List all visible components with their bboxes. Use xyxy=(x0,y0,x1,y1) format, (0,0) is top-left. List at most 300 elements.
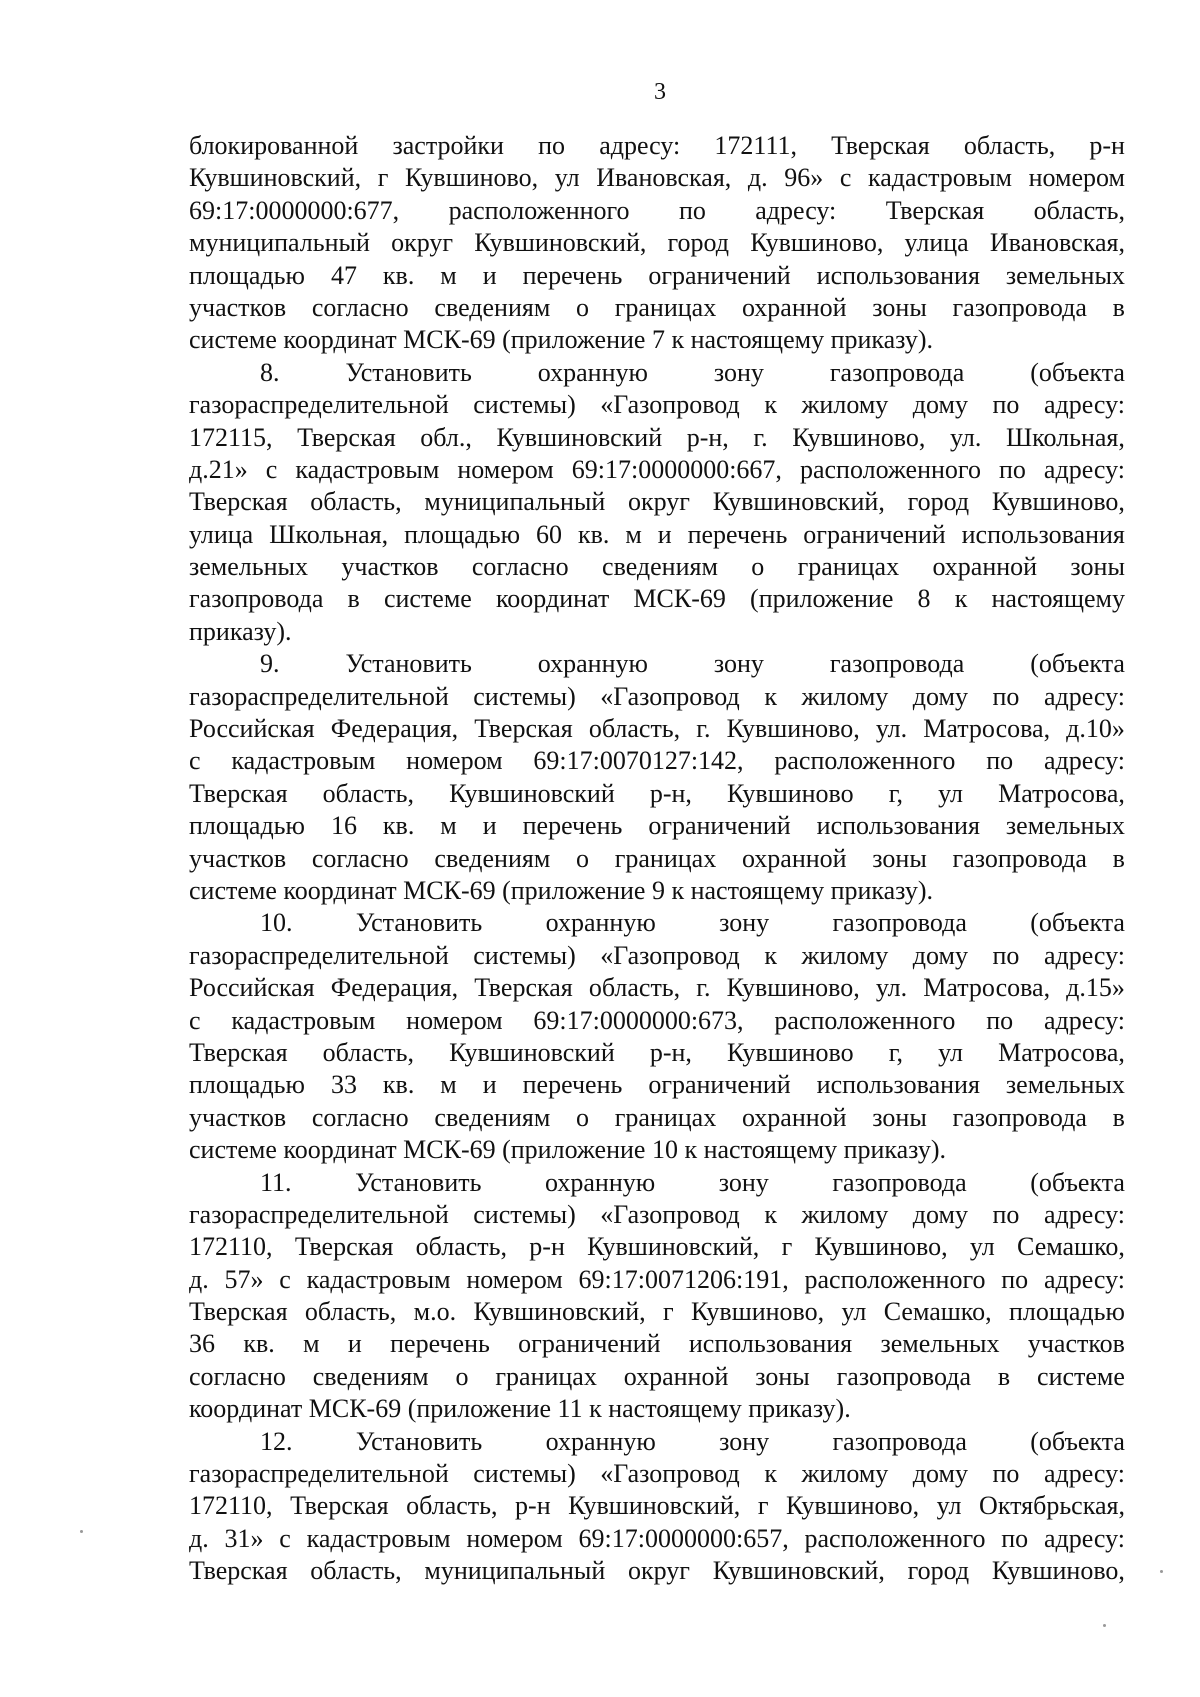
word: «Газопровод xyxy=(600,681,740,711)
word: кадастровым xyxy=(295,454,440,484)
word: зоны xyxy=(872,292,927,322)
word: м xyxy=(440,260,457,290)
word: участков xyxy=(1027,1329,1125,1359)
word: ограничений xyxy=(648,811,791,841)
word: дому xyxy=(912,1199,968,1229)
word: Тверская xyxy=(290,1491,389,1521)
word: область, xyxy=(322,778,414,808)
word: адресу: xyxy=(1043,681,1125,711)
word: Школьная, xyxy=(269,519,389,549)
word: газопровода xyxy=(952,843,1087,873)
text-line xyxy=(189,422,1125,454)
word: 16 xyxy=(330,811,357,841)
word: «Газопровод xyxy=(600,940,740,970)
paragraph-last-line: системе координат МСК-69 (приложение 9 к настоящему приказу). xyxy=(189,875,934,905)
word: газопровода xyxy=(829,649,965,679)
word: системы) xyxy=(473,1459,576,1489)
word: 69:17:0000000:657, xyxy=(578,1523,789,1553)
word: жилому xyxy=(801,390,889,420)
text-line xyxy=(189,519,1125,551)
word: р-н xyxy=(529,1232,565,1262)
word: Тверская xyxy=(189,487,288,517)
word: ограничений xyxy=(518,1329,661,1359)
word: Кувшиново xyxy=(727,1037,854,1067)
word: м xyxy=(625,519,642,549)
word: Кувшиновский, xyxy=(568,1491,741,1521)
word: муниципальный xyxy=(424,487,606,517)
word: к xyxy=(764,1199,777,1229)
word: Федерация, xyxy=(330,973,459,1003)
word: газораспределительной xyxy=(189,681,449,711)
word: в xyxy=(1112,1102,1125,1132)
paragraph-item-8 xyxy=(189,357,1125,389)
word: адресу: xyxy=(1043,1264,1125,1294)
word: адресу: xyxy=(1043,390,1125,420)
word: к xyxy=(764,1459,777,1489)
word: номером xyxy=(466,1264,563,1294)
word: кадастровым xyxy=(231,1005,376,1035)
word: газораспределительной xyxy=(189,1199,449,1229)
word: газораспределительной xyxy=(189,1459,449,1489)
word: с xyxy=(189,746,201,776)
word: по xyxy=(678,195,706,225)
word: перечень xyxy=(390,1329,490,1359)
word: газопровода xyxy=(952,292,1087,322)
word: Установить xyxy=(355,1426,483,1456)
paragraph-item-9 xyxy=(189,648,1125,680)
word: Семашко, xyxy=(883,1297,992,1327)
word: г xyxy=(781,1232,793,1262)
word: о xyxy=(455,1361,469,1391)
word: Кувшиново, xyxy=(991,1556,1125,1586)
word: Установить xyxy=(345,357,472,387)
word: ул. xyxy=(875,714,908,744)
word: о xyxy=(751,552,765,582)
word: 69:17:0070127:142, xyxy=(533,746,744,776)
word: участков xyxy=(189,1102,287,1132)
word: Кувшиновский, xyxy=(587,1232,760,1262)
text-line xyxy=(189,1199,1125,1231)
word: границах xyxy=(797,552,900,582)
word: г. xyxy=(696,714,711,744)
word: сведениям xyxy=(312,1361,429,1391)
word: округ xyxy=(628,487,690,517)
word: Кувшиново, xyxy=(792,422,926,452)
word: (объекта xyxy=(1030,357,1125,387)
word: участков xyxy=(341,552,439,582)
word: номером xyxy=(406,1005,503,1035)
word: адресу: xyxy=(1043,1459,1125,1489)
word: Кувшиново, xyxy=(726,973,860,1003)
word: р-н, xyxy=(649,778,692,808)
word: Тверская xyxy=(189,778,288,808)
word: участков xyxy=(189,292,287,322)
word: Кувшиновский, xyxy=(189,163,362,193)
word: Тверская xyxy=(189,1297,288,1327)
word: газораспределительной xyxy=(189,390,449,420)
word: Семашко, xyxy=(1017,1232,1125,1262)
word: адресу: xyxy=(1043,940,1125,970)
word: и xyxy=(482,1070,497,1100)
word: кв. xyxy=(382,260,415,290)
text-line xyxy=(189,1231,1125,1263)
word: использования xyxy=(688,1329,853,1359)
word: Установить xyxy=(345,649,472,679)
page-number: 3 xyxy=(654,79,666,105)
word: по xyxy=(992,1199,1020,1229)
word: по xyxy=(998,454,1026,484)
word: системы) xyxy=(473,390,576,420)
word: «Газопровод xyxy=(600,1459,740,1489)
word: площадью xyxy=(189,1070,305,1100)
word: газопровода xyxy=(829,357,965,387)
word: 8. xyxy=(260,357,280,387)
word: дому xyxy=(912,681,968,711)
word: ул xyxy=(938,1037,963,1067)
text-line xyxy=(189,1555,1125,1587)
word: «Газопровод xyxy=(600,390,740,420)
word: сведениям xyxy=(434,1102,551,1132)
word: Школьная, xyxy=(1005,422,1125,452)
paragraph-item-10 xyxy=(189,907,1125,939)
text-line xyxy=(189,227,1125,259)
word: д.10» xyxy=(1066,714,1125,744)
word: кв. xyxy=(382,811,415,841)
paragraph-last-line: системе координат МСК-69 (приложение 7 к настоящему приказу). xyxy=(189,325,934,355)
word: перечень xyxy=(522,260,623,290)
word: город xyxy=(907,1556,970,1586)
word: ул xyxy=(841,1297,867,1327)
word: округ xyxy=(628,1556,690,1586)
word: сведениям xyxy=(602,552,718,582)
word: обл., xyxy=(420,422,472,452)
word: д. xyxy=(189,1264,209,1294)
word: земельных xyxy=(880,1329,1000,1359)
word: 172111, xyxy=(714,131,797,160)
text-line xyxy=(189,681,1125,713)
word: зоны xyxy=(755,1361,810,1391)
word: газопровода xyxy=(952,1102,1087,1132)
word: ограничений xyxy=(648,260,791,290)
word: г xyxy=(377,163,389,193)
word: настоящему xyxy=(991,584,1125,614)
word: границах xyxy=(614,292,717,322)
word: ул. xyxy=(875,973,908,1003)
word: номером xyxy=(466,1523,563,1553)
word: системы) xyxy=(473,681,576,711)
word: координат xyxy=(496,584,610,614)
word: улица xyxy=(904,228,969,258)
word: г xyxy=(757,1491,769,1521)
word: Кувшиново, xyxy=(405,163,539,193)
word: зону xyxy=(713,357,764,387)
word: Кувшиново, xyxy=(750,228,884,258)
word: по xyxy=(1001,1523,1029,1553)
word: 60 xyxy=(535,519,562,549)
word: ограничений xyxy=(803,519,946,549)
word: д.21» xyxy=(189,454,248,484)
word: адресу: xyxy=(599,131,681,160)
word: по xyxy=(992,681,1020,711)
word: д. xyxy=(747,163,768,193)
word: охранную xyxy=(537,649,648,679)
text-line xyxy=(189,551,1125,583)
word: блокированной xyxy=(189,131,359,160)
text-line xyxy=(189,1296,1125,1328)
word: м xyxy=(440,1070,457,1100)
word: газопровода xyxy=(832,1426,967,1456)
word: 10. xyxy=(260,908,293,938)
word: 47 xyxy=(330,260,357,290)
word: область, xyxy=(310,1556,402,1586)
word: границах xyxy=(614,843,717,873)
text-line xyxy=(189,583,1125,615)
document-body xyxy=(189,130,1125,1588)
word: р-н, xyxy=(686,422,729,452)
word: ограничений xyxy=(648,1070,791,1100)
word: номером xyxy=(406,746,503,776)
word: 33 xyxy=(330,1070,357,1100)
word: к xyxy=(954,584,968,614)
word: муниципальный xyxy=(189,228,370,258)
word: жилому xyxy=(801,681,889,711)
word: (объекта xyxy=(1030,1426,1125,1456)
word: перечень xyxy=(522,811,623,841)
word: адресу: xyxy=(1043,1199,1125,1229)
paragraph-last-line: приказу). xyxy=(189,616,292,646)
word: 31» xyxy=(224,1523,264,1553)
word: газопровода xyxy=(832,908,967,938)
word: ул xyxy=(936,1491,962,1521)
word: кадастровым xyxy=(868,163,1012,193)
word: Тверская xyxy=(189,1037,288,1067)
text-line xyxy=(189,940,1125,972)
text-line xyxy=(189,454,1125,486)
word: 172110, xyxy=(189,1232,273,1262)
word: расположенного xyxy=(448,195,630,225)
text-line xyxy=(189,292,1125,324)
word: МСК-69 xyxy=(633,584,726,614)
paragraph-last-line: системе координат МСК-69 (приложение 10 к настоящему приказу). xyxy=(189,1135,947,1165)
word: Матросова, xyxy=(923,973,1051,1003)
word: с xyxy=(189,1005,201,1035)
word: адресу: xyxy=(1043,454,1125,484)
word: зону xyxy=(719,908,770,938)
word: земельных xyxy=(189,552,309,582)
word: по xyxy=(992,390,1020,420)
word: охранной xyxy=(932,552,1038,582)
word: охранную xyxy=(545,1426,656,1456)
word: кв. xyxy=(243,1329,275,1359)
word: расположенного xyxy=(804,1264,986,1294)
word: зону xyxy=(718,1167,769,1197)
word: г, xyxy=(888,1037,904,1067)
word: 36 xyxy=(189,1329,215,1359)
word: Октябрьская, xyxy=(979,1491,1125,1521)
word: к xyxy=(764,681,777,711)
text-line xyxy=(189,1069,1125,1101)
word: расположенного xyxy=(799,454,981,484)
word: зону xyxy=(719,1426,770,1456)
word: кадастровым xyxy=(306,1264,451,1294)
text-line xyxy=(189,972,1125,1004)
word: газопровода xyxy=(836,1361,971,1391)
word: «Газопровод xyxy=(600,1199,740,1229)
word: Российская xyxy=(189,714,315,744)
word: использования xyxy=(816,260,980,290)
text-line xyxy=(189,1102,1125,1134)
word: Ивановская, xyxy=(596,163,732,193)
word: и xyxy=(657,519,672,549)
word: использования xyxy=(961,519,1125,549)
word: 57» xyxy=(224,1264,264,1294)
text-line xyxy=(189,713,1125,745)
word: (приложение xyxy=(750,584,894,614)
text-line xyxy=(189,843,1125,875)
text-line xyxy=(189,1458,1125,1490)
word: (объекта xyxy=(1030,908,1125,938)
word: охранную xyxy=(545,908,656,938)
text-line xyxy=(189,486,1125,518)
word: д.15» xyxy=(1066,973,1125,1003)
word: Кувшиново, xyxy=(814,1232,948,1262)
paragraph-last-line: координат МСК-69 (приложение 11 к настоящему приказу). xyxy=(189,1394,851,1424)
word: жилому xyxy=(801,1459,889,1489)
word: Кувшиновский, xyxy=(474,228,647,258)
text-line xyxy=(189,1005,1125,1037)
word: использования xyxy=(816,1070,980,1100)
text-line xyxy=(189,1523,1125,1555)
word: ул. xyxy=(949,422,982,452)
word: Кувшиново, xyxy=(726,714,860,744)
word: область, xyxy=(415,1232,507,1262)
word: ул xyxy=(554,163,580,193)
word: р-н xyxy=(1089,131,1125,160)
word: Кувшиновский, xyxy=(712,487,885,517)
word: 172110, xyxy=(189,1491,273,1521)
word: охранную xyxy=(545,1167,656,1197)
word: м xyxy=(440,811,457,841)
word: согласно xyxy=(311,843,409,873)
word: Кувшиново, xyxy=(786,1491,920,1521)
word: ул xyxy=(969,1232,995,1262)
word: земельных xyxy=(1005,1070,1125,1100)
word: в xyxy=(347,584,360,614)
word: расположенного xyxy=(804,1523,986,1553)
word: площадью xyxy=(404,519,521,549)
word: согласно xyxy=(189,1361,286,1391)
word: номером xyxy=(457,454,554,484)
word: Кувшиновский xyxy=(496,422,663,452)
word: адресу: xyxy=(755,195,837,225)
text-line xyxy=(189,195,1125,227)
word: ул xyxy=(938,778,963,808)
word: расположенного xyxy=(774,746,956,776)
word: охранной xyxy=(741,843,847,873)
word: зоны xyxy=(872,843,927,873)
word: (объекта xyxy=(1030,1167,1125,1197)
word: область, xyxy=(310,487,402,517)
word: Кувшиново xyxy=(727,778,854,808)
word: 69:17:0071206:191, xyxy=(578,1264,789,1294)
word: согласно xyxy=(311,292,409,322)
word: перечень xyxy=(687,519,788,549)
word: г. xyxy=(753,422,768,452)
word: округ xyxy=(391,228,454,258)
word: сведениям xyxy=(434,843,551,873)
word: в xyxy=(1112,843,1125,873)
word: Матросова, xyxy=(998,1037,1125,1067)
word: м xyxy=(303,1329,320,1359)
paragraph-item-11 xyxy=(189,1167,1125,1199)
word: системы) xyxy=(473,940,576,970)
word: Ивановская, xyxy=(989,228,1125,258)
word: земельных xyxy=(1005,811,1125,841)
word: охранной xyxy=(623,1361,729,1391)
word: о xyxy=(576,1102,589,1132)
word: по xyxy=(992,940,1020,970)
word: перечень xyxy=(522,1070,623,1100)
word: область, xyxy=(963,131,1056,160)
text-line xyxy=(189,1328,1125,1360)
text-line xyxy=(189,260,1125,292)
word: 11. xyxy=(260,1167,292,1197)
word: область, xyxy=(1033,195,1125,225)
word: улица xyxy=(189,519,254,549)
word: 69:17:0000000:667, xyxy=(571,454,782,484)
word: адресу: xyxy=(1043,1523,1125,1553)
paragraph-item-12 xyxy=(189,1426,1125,1458)
word: использования xyxy=(816,811,980,841)
word: площадью xyxy=(189,811,305,841)
word: застройки xyxy=(392,131,504,160)
word: 12. xyxy=(260,1426,293,1456)
word: зоны xyxy=(1070,552,1125,582)
word: охранной xyxy=(741,1102,847,1132)
word: по xyxy=(1001,1264,1029,1294)
word: кв. xyxy=(382,1070,415,1100)
word: зоны xyxy=(872,1102,927,1132)
word: Кувшиновский, xyxy=(473,1297,646,1327)
word: жилому xyxy=(801,940,889,970)
word: р-н, xyxy=(649,1037,692,1067)
word: номером xyxy=(1028,163,1125,193)
word: газораспределительной xyxy=(189,940,449,970)
word: жилому xyxy=(801,1199,889,1229)
word: Кувшиновский xyxy=(449,778,615,808)
word: дому xyxy=(912,940,968,970)
word: Федерация, xyxy=(330,714,459,744)
word: (объекта xyxy=(1030,649,1125,679)
word: дому xyxy=(912,1459,968,1489)
word: город xyxy=(907,487,970,517)
text-line xyxy=(189,130,1125,162)
scan-speck xyxy=(1160,1570,1163,1573)
word: зону xyxy=(713,649,764,679)
text-line xyxy=(189,389,1125,421)
text-line xyxy=(189,1037,1125,1069)
word: охранную xyxy=(537,357,648,387)
word: Тверская xyxy=(474,973,573,1003)
text-line xyxy=(189,745,1125,777)
word: область, xyxy=(588,973,681,1003)
word: муниципальный xyxy=(424,1556,606,1586)
word: и xyxy=(347,1329,362,1359)
word: Российская xyxy=(189,973,315,1003)
word: и xyxy=(482,260,497,290)
scan-speck xyxy=(80,1530,83,1533)
word: о xyxy=(576,843,589,873)
